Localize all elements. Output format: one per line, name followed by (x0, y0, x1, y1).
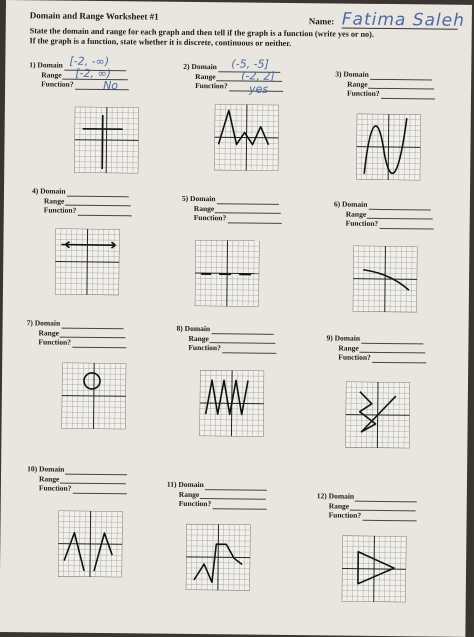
function-answer-line[interactable] (227, 215, 281, 224)
problem-6 (334, 199, 434, 229)
domain-label: Domain (37, 60, 63, 70)
function-label: Function? (346, 88, 380, 98)
problem-number: 6) (333, 199, 341, 209)
range-label: Range (195, 71, 216, 81)
problem-number: 3) (335, 69, 342, 79)
domain-label: Domain (34, 318, 61, 328)
instruction-line-2: If the graph is a function, state whether it is discrete, continuous or neither. (29, 36, 292, 48)
problem-number: 1) (29, 60, 36, 70)
function-answer-line[interactable] (212, 501, 266, 510)
graph-9 (345, 382, 410, 449)
student-name: Fatima Saleh (341, 9, 466, 31)
domain-answer-line[interactable] (66, 188, 128, 197)
graph-2 (214, 104, 279, 171)
problem-7 (26, 318, 126, 348)
domain-label: Domain (178, 479, 204, 490)
function-label: Function? (188, 342, 221, 353)
domain-answer-line[interactable] (216, 196, 278, 205)
function-label: Function? (345, 218, 379, 228)
instruction-line-1: State the domain and range for each graph and then tell if the graph is a function (write yes or no). (29, 26, 374, 39)
problem-3 (335, 69, 435, 99)
problem-4 (32, 186, 132, 216)
problem-number: 4) (31, 186, 39, 196)
domain-answer-line[interactable] (361, 335, 423, 344)
function-label: Function? (193, 212, 227, 223)
problem-11 (167, 480, 267, 510)
function-label: Function? (328, 510, 362, 520)
graph-10 (58, 511, 123, 578)
function-label: Function? (38, 483, 72, 493)
problem-12 (317, 491, 418, 521)
problem-number: 2) (183, 61, 190, 71)
domain-label: Domain (343, 69, 369, 79)
graph-8 (199, 370, 264, 437)
domain-label: Domain (328, 491, 355, 501)
function-answer-line[interactable] (379, 220, 433, 229)
domain-label: Domain (190, 193, 216, 204)
range-label: Range (38, 473, 60, 484)
problem-number: 7) (26, 318, 33, 328)
function-answer-line[interactable] (75, 79, 129, 93)
problem-number: 5) (181, 193, 189, 203)
function-answer-line[interactable] (381, 90, 435, 99)
function-label: Function? (178, 498, 212, 509)
range-label: Range (328, 500, 350, 511)
function-label: Function? (43, 205, 77, 215)
problem-number: 10) (27, 464, 38, 474)
domain-label: Domain (341, 199, 368, 209)
domain-label: Domain (191, 61, 217, 72)
function-answer-line[interactable] (72, 339, 126, 348)
p2-domain-answer: (-5, -5] (231, 57, 269, 71)
graph-4 (55, 229, 120, 296)
function-answer-line[interactable] (222, 345, 276, 354)
function-label: Function? (195, 80, 228, 91)
worksheet-title: Domain and Range Worksheet #1 (29, 10, 159, 22)
domain-answer-line[interactable] (211, 326, 273, 335)
problem-9 (326, 333, 426, 363)
range-label: Range (193, 203, 215, 213)
range-label: Range (41, 69, 62, 80)
range-label: Range (188, 333, 209, 343)
graph-3 (356, 114, 421, 181)
graph-11 (186, 524, 251, 591)
domain-label: Domain (334, 333, 361, 343)
p1-range-answer: [-2, ∞) (75, 66, 112, 81)
problem-10 (27, 464, 128, 494)
function-answer-line[interactable] (372, 354, 426, 363)
range-label: Range (345, 209, 367, 219)
domain-label: Domain (38, 464, 65, 474)
graph-1 (74, 107, 139, 174)
domain-label: Domain (184, 323, 211, 334)
problem-5 (182, 194, 282, 224)
graph-6 (353, 246, 418, 313)
problem-number: 11) (166, 479, 177, 489)
function-answer-line[interactable] (362, 512, 416, 521)
function-label: Function? (338, 352, 371, 362)
range-label: Range (43, 195, 65, 206)
function-label: Function? (38, 337, 71, 347)
range-label: Range (38, 327, 59, 338)
problem-8 (176, 324, 276, 354)
graph-12 (342, 536, 407, 603)
p1-function-answer: No (103, 79, 119, 93)
graph-7 (62, 363, 127, 430)
domain-label: Domain (40, 186, 66, 196)
domain-answer-line[interactable] (355, 493, 417, 502)
domain-answer-line[interactable] (61, 320, 123, 329)
function-label: Function? (41, 79, 74, 89)
instructions (30, 26, 460, 51)
domain-answer-line[interactable] (205, 482, 267, 491)
domain-answer-line[interactable] (368, 201, 430, 210)
domain-answer-line[interactable] (65, 466, 127, 475)
range-label: Range (347, 79, 368, 89)
p1-domain-answer: [-2, -∞) (69, 54, 110, 69)
range-label: Range (178, 489, 200, 499)
function-answer-line[interactable] (77, 207, 131, 216)
graph-5 (195, 240, 260, 307)
function-answer-line[interactable] (72, 485, 126, 494)
domain-answer-line[interactable] (370, 71, 432, 80)
range-label: Range (338, 342, 359, 353)
problem-number: 9) (326, 333, 333, 343)
p2-range-answer: (-2, 2] (241, 69, 275, 83)
problem-number: 12) (316, 491, 327, 501)
p2-function-answer: yes (249, 82, 269, 96)
problem-number: 8) (176, 323, 183, 333)
name-label: Name: (308, 16, 335, 27)
